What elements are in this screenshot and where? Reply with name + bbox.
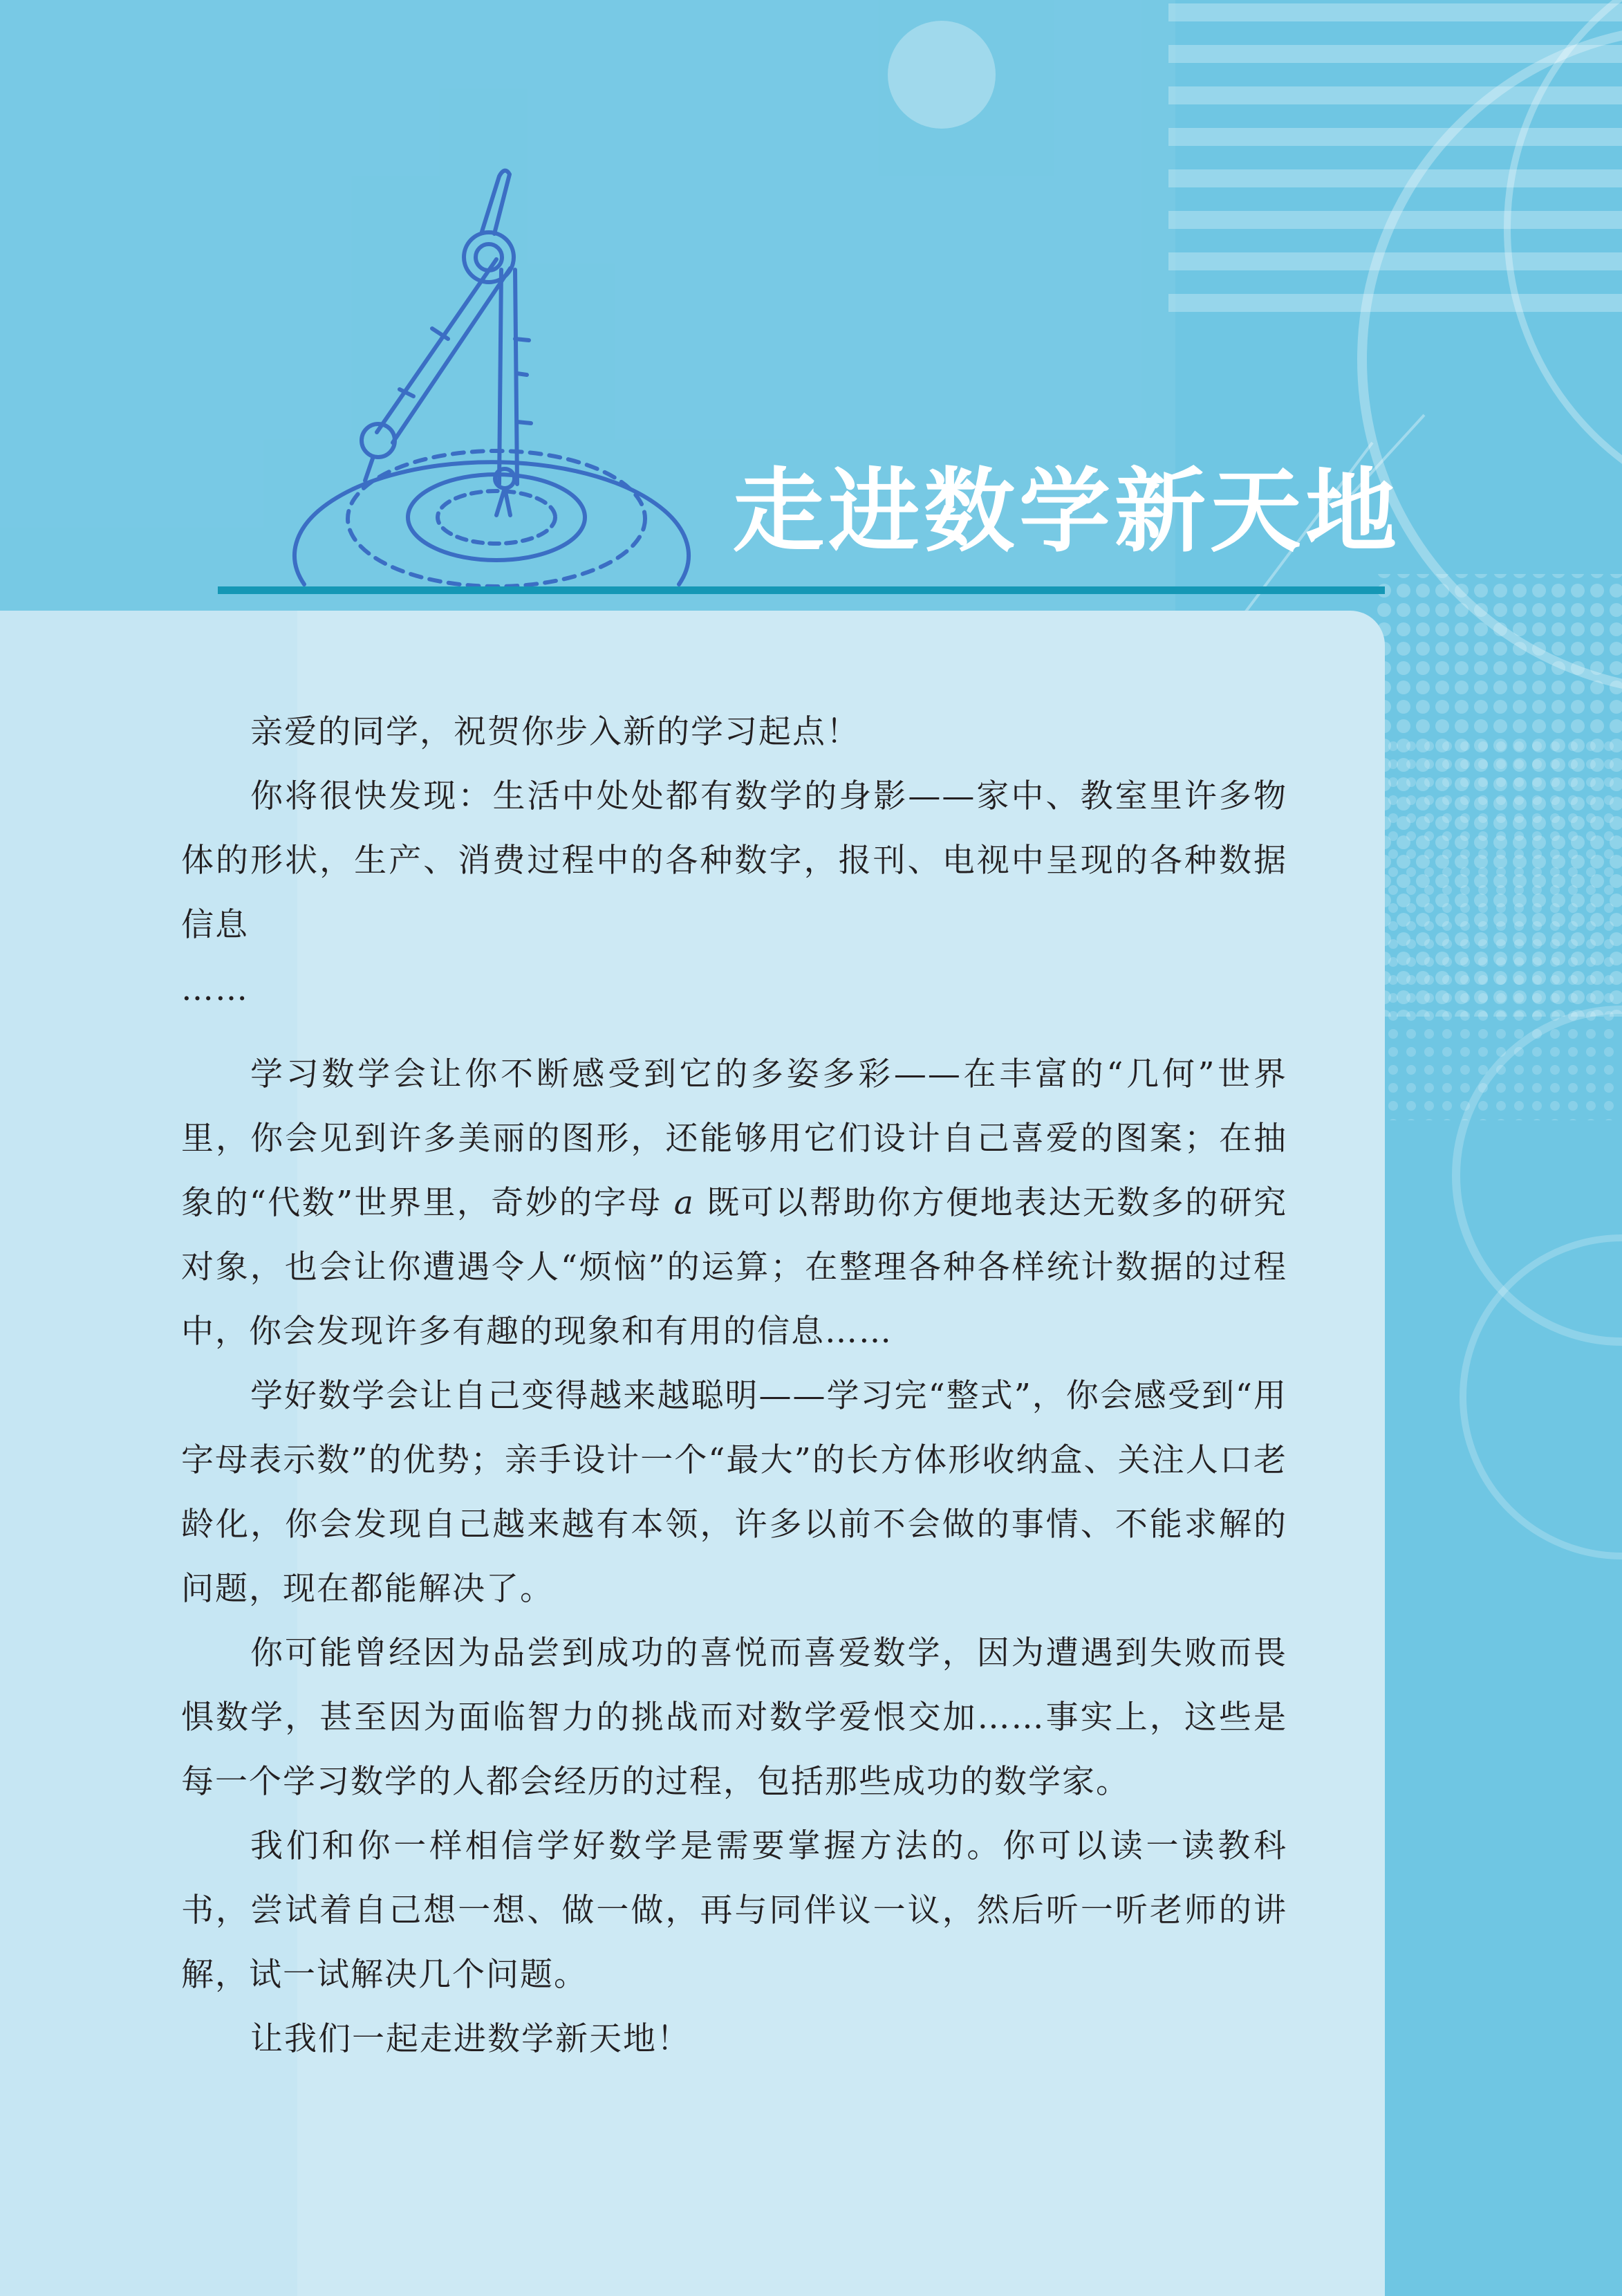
variable-a: a [673, 1184, 695, 1222]
decorative-circle [888, 21, 996, 129]
compass-icon [277, 159, 719, 602]
paragraph-variety-part1: 学习数学会让你不断感受到它的多姿多彩——在丰富的“几何”世界里，你会见到许多美丽的图形，还能够用它们设计自己喜爱的图案；在抽象的“代数”世界里，奇妙的字母 [181, 1055, 1287, 1222]
paragraph-discovery-ellipsis: …… [181, 970, 249, 1008]
paragraph-variety-part2: 既可以帮助你方便地表达无数多的研究对象，也会让你遭遇令人“烦恼”的运算；在整理各种各样统计数据的过程中，你会发现许多有趣的现象和有用的信息…… [181, 1184, 1287, 1351]
title-underline [218, 586, 1385, 594]
paragraph-discovery: 你将很快发现：生活中处处都有数学的身影——家中、教室里许多物体的形状，生产、消费过程中的各种数字，报刊、电视中呈现的各种数据信息 [181, 777, 1287, 944]
page-title: 走进数学新天地 [733, 459, 1401, 565]
intro-text [181, 700, 1287, 2071]
paragraph-greeting: 亲爱的同学，祝贺你步入新的学习起点！ [250, 713, 860, 751]
paragraph-emotions: 你可能曾经因为品尝到成功的喜悦而喜爱数学，因为遭遇到失败而畏惧数学，甚至因为面临智力的挑战而对数学爱恨交加……事实上，这些是每一个学习数学的人都会经历的过程，包括那些成功的数学家。 [181, 1634, 1287, 1801]
paragraph-methods: 我们和你一样相信学好数学是需要掌握方法的。你可以读一读教科书，尝试着自己想一想、做一做，再与同伴议一议，然后听一听老师的讲解，试一试解决几个问题。 [181, 1827, 1287, 1994]
paragraph-smarter: 学好数学会让自己变得越来越聪明——学习完“整式”，你会感受到“用字母表示数”的优势；亲手设计一个“最大”的长方体形收纳盒、关注人口老龄化，你会发现自己越来越有本领，许多以前不会做的事情、不能求解的问题，现在都能解决了。 [181, 1377, 1287, 1608]
paragraph-closing: 让我们一起走进数学新天地！ [250, 2020, 691, 2058]
paragraph-variety [181, 1042, 1287, 1364]
